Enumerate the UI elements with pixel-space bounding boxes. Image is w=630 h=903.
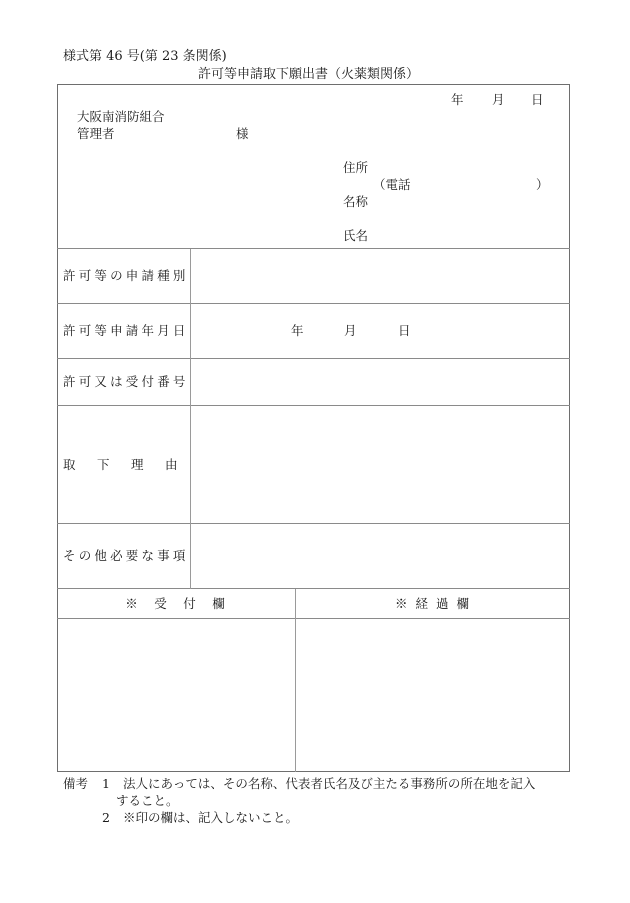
date-month: 月 bbox=[492, 92, 505, 107]
note-1-number: 1 bbox=[102, 776, 110, 791]
row-label-permit-number: 許可又は受付番号 bbox=[63, 374, 189, 389]
note-1-continuation: すること。 bbox=[116, 793, 179, 808]
note-2-number: 2 bbox=[102, 810, 110, 825]
reception-column-header: ※ 受 付 欄 bbox=[125, 596, 227, 611]
honorific-label: 様 bbox=[236, 126, 249, 141]
row-label-withdrawal-reason: 取 下 理 由 bbox=[63, 457, 183, 472]
address-label: 住所 bbox=[343, 160, 369, 175]
divider-row2 bbox=[57, 358, 570, 359]
progress-area bbox=[297, 620, 569, 771]
row-label-other-matters: その他必要な事項 bbox=[63, 548, 189, 563]
phone-close: ） bbox=[536, 177, 549, 192]
application-date-field[interactable] bbox=[192, 305, 569, 357]
date-day: 日 bbox=[531, 92, 544, 107]
application-type-field[interactable] bbox=[192, 250, 569, 302]
application-date-month: 月 bbox=[344, 323, 357, 338]
date-year: 年 bbox=[451, 92, 464, 107]
note-2-text: ※印の欄は、記入しないこと。 bbox=[123, 810, 299, 825]
divider-row4 bbox=[57, 523, 570, 524]
row-label-application-date: 許可等申請年月日 bbox=[63, 323, 189, 338]
reception-area bbox=[59, 620, 294, 771]
divider-label-column bbox=[190, 249, 191, 589]
notes-label: 備考 bbox=[63, 776, 89, 791]
form-number: 様式第 46 号(第 23 条関係) bbox=[63, 49, 227, 64]
divider-row3 bbox=[57, 405, 570, 406]
organization-name: 大阪南消防組合 bbox=[77, 109, 165, 124]
divider-office-columns bbox=[295, 589, 296, 772]
phone-label: （電話 bbox=[373, 177, 411, 192]
note-1-text: 法人にあっては、その名称、代表者氏名及び主たる事務所の所在地を記入 bbox=[123, 776, 536, 791]
divider-row1 bbox=[57, 303, 570, 304]
application-date-day: 日 bbox=[398, 323, 411, 338]
name-label: 名称 bbox=[343, 194, 369, 209]
permit-number-field[interactable] bbox=[192, 360, 569, 404]
divider-office-header bbox=[57, 618, 570, 619]
application-date-year: 年 bbox=[291, 323, 304, 338]
row-label-application-type: 許可等の申請種別 bbox=[63, 268, 189, 283]
progress-column-header: ※ 経 過 欄 bbox=[395, 596, 471, 611]
manager-label: 管理者 bbox=[77, 126, 115, 141]
person-label: 氏名 bbox=[343, 228, 369, 243]
other-matters-field[interactable] bbox=[192, 525, 569, 587]
divider-addressee bbox=[57, 248, 570, 249]
form-title: 許可等申請取下願出書（火薬類関係） bbox=[198, 67, 420, 82]
withdrawal-reason-field[interactable] bbox=[192, 407, 569, 522]
divider-row5 bbox=[57, 588, 570, 589]
